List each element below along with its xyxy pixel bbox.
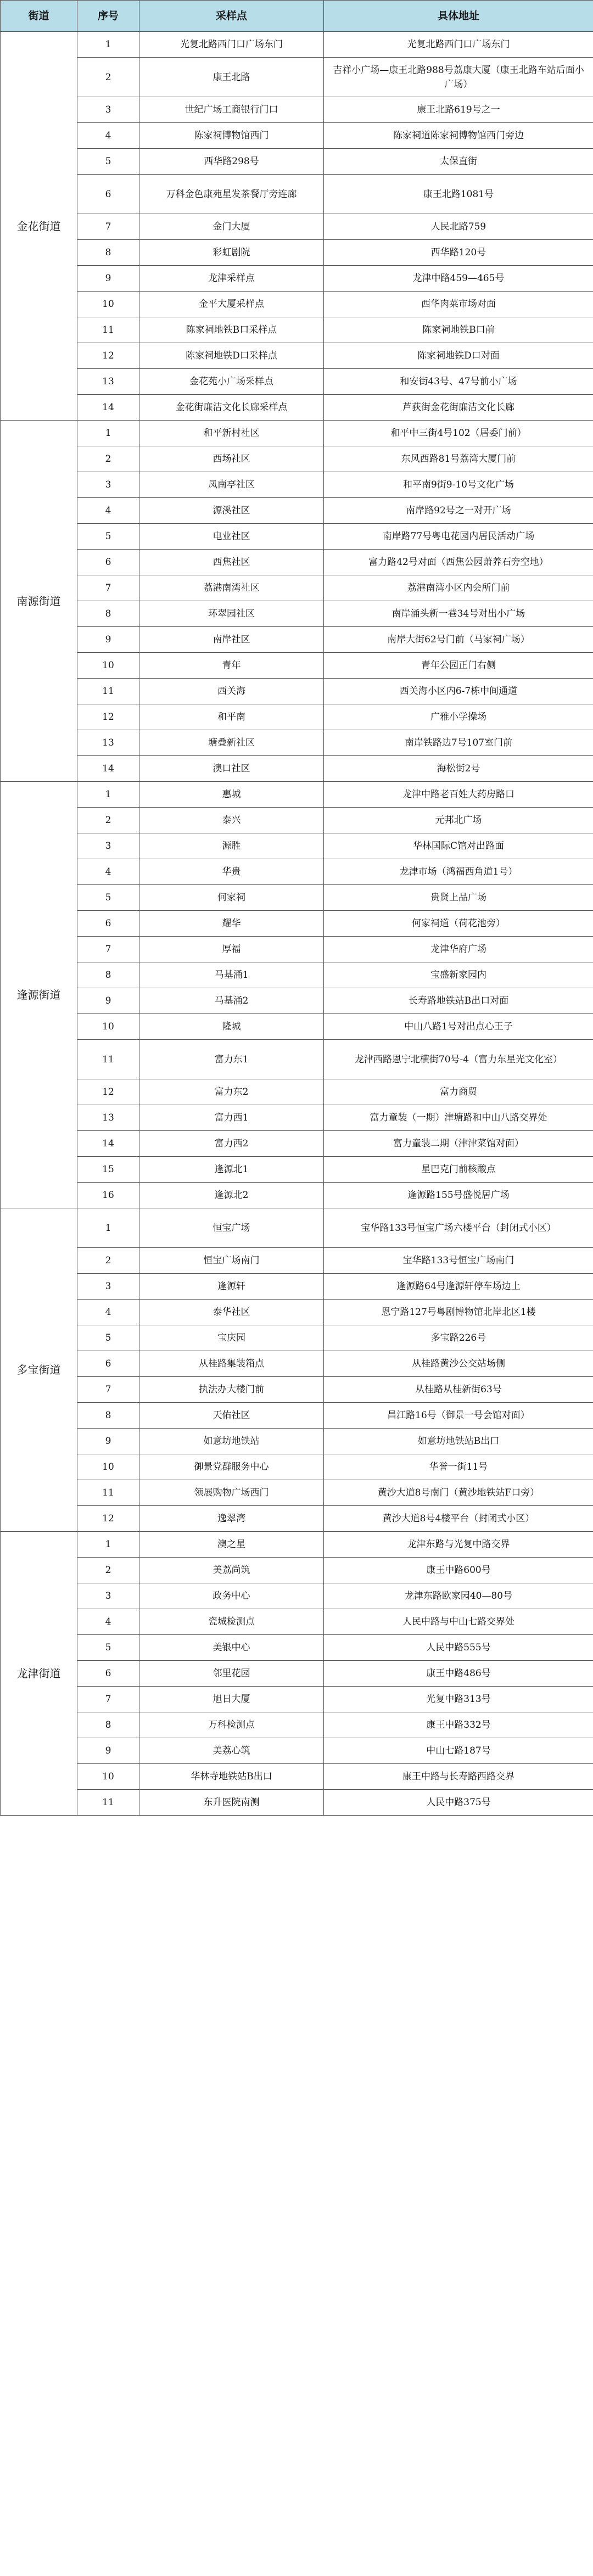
table-row <box>1 653 593 679</box>
table-row <box>1 1157 593 1183</box>
table-row <box>1 446 593 472</box>
address-cell: 星巴克门前核酸点 <box>324 1157 593 1183</box>
address-cell: 和平南9街9-10号文化广场 <box>324 472 593 498</box>
index-cell: 10 <box>77 292 139 317</box>
address-cell: 华林国际C馆对出路面 <box>324 833 593 859</box>
table-row <box>1 1403 593 1429</box>
index-cell: 14 <box>77 395 139 421</box>
address-cell: 龙津市场（鸿福西角道1号） <box>324 859 593 885</box>
district-cell: 多宝街道 <box>1 1208 77 1532</box>
table-row <box>1 240 593 266</box>
site-cell: 逢源北2 <box>139 1183 324 1208</box>
table-row <box>1 962 593 988</box>
address-cell: 广雅小学操场 <box>324 704 593 730</box>
site-cell: 环翠园社区 <box>139 601 324 627</box>
site-cell: 泰华社区 <box>139 1300 324 1325</box>
site-cell: 澳之星 <box>139 1532 324 1558</box>
site-cell: 泰兴 <box>139 808 324 833</box>
index-cell: 3 <box>77 97 139 123</box>
site-cell: 逢源轩 <box>139 1274 324 1300</box>
address-cell: 人民中路与中山七路交界处 <box>324 1609 593 1635</box>
index-cell: 5 <box>77 1635 139 1661</box>
address-cell: 陈家祠道陈家祠博物馆西门旁边 <box>324 123 593 149</box>
index-cell: 1 <box>77 1532 139 1558</box>
address-cell: 何家祠道（荷花池旁） <box>324 911 593 937</box>
table-row <box>1 1274 593 1300</box>
table-body <box>1 32 593 1816</box>
site-cell: 陈家祠地铁D口采样点 <box>139 343 324 369</box>
address-cell: 西华肉菜市场对面 <box>324 292 593 317</box>
index-cell: 12 <box>77 343 139 369</box>
site-cell: 马基涌2 <box>139 988 324 1014</box>
table-row <box>1 1661 593 1687</box>
table-row <box>1 1687 593 1712</box>
table-row <box>1 937 593 962</box>
site-cell: 康王北路 <box>139 58 324 97</box>
site-cell: 从桂路集装箱点 <box>139 1351 324 1377</box>
index-cell: 1 <box>77 1208 139 1248</box>
table-row <box>1 369 593 395</box>
address-cell: 逢源路155号盛悦居广场 <box>324 1183 593 1208</box>
index-cell: 2 <box>77 1248 139 1274</box>
index-cell: 6 <box>77 911 139 937</box>
address-cell: 昌江路16号（御景一号会馆对面） <box>324 1403 593 1429</box>
site-cell: 金花街廉洁文化长廊采样点 <box>139 395 324 421</box>
index-cell: 1 <box>77 32 139 58</box>
table-row <box>1 1506 593 1532</box>
district-cell: 南源街道 <box>1 421 77 782</box>
address-cell: 陈家祠地铁B口前 <box>324 317 593 343</box>
site-cell: 龙津采样点 <box>139 266 324 292</box>
address-cell: 海松街2号 <box>324 756 593 782</box>
index-cell: 7 <box>77 214 139 240</box>
address-cell: 吉祥小广场—康王北路988号荔康大厦（康王北路车站后面小广场） <box>324 58 593 97</box>
index-cell: 13 <box>77 369 139 395</box>
address-cell: 中山八路1号对出点心王子 <box>324 1014 593 1040</box>
site-cell: 旭日大厦 <box>139 1687 324 1712</box>
district-cell: 逢源街道 <box>1 782 77 1208</box>
address-cell: 光复中路313号 <box>324 1687 593 1712</box>
index-cell: 7 <box>77 575 139 601</box>
address-cell: 西关海小区内6-7栋中间通道 <box>324 679 593 704</box>
site-cell: 天佑社区 <box>139 1403 324 1429</box>
index-cell: 10 <box>77 653 139 679</box>
address-cell: 中山七路187号 <box>324 1738 593 1764</box>
index-cell: 6 <box>77 550 139 575</box>
address-cell: 贵贤上品广场 <box>324 885 593 911</box>
site-cell: 何家祠 <box>139 885 324 911</box>
table-row <box>1 1454 593 1480</box>
index-cell: 11 <box>77 1480 139 1506</box>
address-cell: 人民中路555号 <box>324 1635 593 1661</box>
site-cell: 彩虹剧院 <box>139 240 324 266</box>
table-row <box>1 32 593 58</box>
site-cell: 富力东2 <box>139 1079 324 1105</box>
address-cell: 黄沙大道8号4楼平台（封闭式小区） <box>324 1506 593 1532</box>
address-cell: 龙津华府广场 <box>324 937 593 962</box>
table-row <box>1 1300 593 1325</box>
index-cell: 2 <box>77 446 139 472</box>
address-cell: 南岸路77号粤电花园内居民活动广场 <box>324 524 593 550</box>
table-row <box>1 1609 593 1635</box>
address-cell: 青年公园正门右侧 <box>324 653 593 679</box>
index-cell: 8 <box>77 1403 139 1429</box>
table-row <box>1 498 593 524</box>
table-row <box>1 679 593 704</box>
address-cell: 西华路120号 <box>324 240 593 266</box>
table-row <box>1 292 593 317</box>
site-cell: 金花苑小广场采样点 <box>139 369 324 395</box>
site-cell: 御景党群服务中心 <box>139 1454 324 1480</box>
table-row <box>1 704 593 730</box>
site-cell: 电业社区 <box>139 524 324 550</box>
index-cell: 4 <box>77 859 139 885</box>
address-cell: 康王北路619号之一 <box>324 97 593 123</box>
index-cell: 11 <box>77 317 139 343</box>
index-cell: 12 <box>77 704 139 730</box>
table-row <box>1 1712 593 1738</box>
address-cell: 从桂路黄沙公交站场侧 <box>324 1351 593 1377</box>
site-cell: 和平新村社区 <box>139 421 324 446</box>
address-cell: 富力童装二期（津津菜馆对面） <box>324 1131 593 1157</box>
address-cell: 长寿路地铁站B出口对面 <box>324 988 593 1014</box>
district-cell: 龙津街道 <box>1 1532 77 1816</box>
site-cell: 陈家祠地铁B口采样点 <box>139 317 324 343</box>
table-row <box>1 1558 593 1583</box>
site-cell: 源溪社区 <box>139 498 324 524</box>
index-cell: 9 <box>77 1738 139 1764</box>
address-cell: 龙津中路459—465号 <box>324 266 593 292</box>
address-cell: 黄沙大道8号南门（黄沙地铁站F口旁） <box>324 1480 593 1506</box>
index-cell: 7 <box>77 1687 139 1712</box>
table-row <box>1 1790 593 1816</box>
index-cell: 9 <box>77 627 139 653</box>
index-cell: 5 <box>77 885 139 911</box>
address-cell: 龙津中路老百姓大药房路口 <box>324 782 593 808</box>
table-row <box>1 1764 593 1790</box>
address-cell: 康王中路600号 <box>324 1558 593 1583</box>
table-row <box>1 123 593 149</box>
address-cell: 龙津东路与光复中路交界 <box>324 1532 593 1558</box>
address-cell: 富力路42号对面（西焦公园萧养石旁空地） <box>324 550 593 575</box>
address-cell: 芦荻街金花街廉洁文化长廊 <box>324 395 593 421</box>
address-cell: 南岸涌头新一巷34号对出小广场 <box>324 601 593 627</box>
site-cell: 美荔心筑 <box>139 1738 324 1764</box>
address-cell: 宝华路133号恒宝广场南门 <box>324 1248 593 1274</box>
index-cell: 8 <box>77 601 139 627</box>
table-row <box>1 1377 593 1403</box>
table-row <box>1 1131 593 1157</box>
table-row <box>1 756 593 782</box>
site-cell: 青年 <box>139 653 324 679</box>
table-row <box>1 911 593 937</box>
index-cell: 7 <box>77 1377 139 1403</box>
district-cell: 金花街道 <box>1 32 77 421</box>
site-cell: 逢源北1 <box>139 1157 324 1183</box>
index-cell: 13 <box>77 1105 139 1131</box>
address-cell: 龙津东路欧家园40—80号 <box>324 1583 593 1609</box>
site-cell: 马基涌1 <box>139 962 324 988</box>
table-row <box>1 988 593 1014</box>
site-cell: 东升医院南测 <box>139 1790 324 1816</box>
table-row <box>1 833 593 859</box>
table-row <box>1 421 593 446</box>
table-row <box>1 1014 593 1040</box>
table-row <box>1 1325 593 1351</box>
index-cell: 8 <box>77 240 139 266</box>
site-cell: 领展购物广场西门 <box>139 1480 324 1506</box>
index-cell: 14 <box>77 1131 139 1157</box>
address-cell: 富力商贸 <box>324 1079 593 1105</box>
index-cell: 10 <box>77 1014 139 1040</box>
site-cell: 荔港南湾社区 <box>139 575 324 601</box>
address-cell: 宝华路133号恒宝广场六楼平台（封闭式小区） <box>324 1208 593 1248</box>
address-cell: 人民北路759 <box>324 214 593 240</box>
table-row <box>1 149 593 175</box>
site-cell: 恒宝广场南门 <box>139 1248 324 1274</box>
site-cell: 世纪广场工商银行门口 <box>139 97 324 123</box>
header-site: 采样点 <box>139 1 324 32</box>
index-cell: 4 <box>77 1609 139 1635</box>
table-row <box>1 1040 593 1079</box>
site-cell: 南岸社区 <box>139 627 324 653</box>
index-cell: 12 <box>77 1079 139 1105</box>
site-cell: 源胜 <box>139 833 324 859</box>
index-cell: 15 <box>77 1157 139 1183</box>
index-cell: 8 <box>77 1712 139 1738</box>
index-cell: 13 <box>77 730 139 756</box>
site-cell: 华林寺地铁站B出口 <box>139 1764 324 1790</box>
site-cell: 美银中心 <box>139 1635 324 1661</box>
site-cell: 澳口社区 <box>139 756 324 782</box>
site-cell: 瓷城检测点 <box>139 1609 324 1635</box>
index-cell: 1 <box>77 782 139 808</box>
site-cell: 厚福 <box>139 937 324 962</box>
table-row <box>1 550 593 575</box>
index-cell: 11 <box>77 679 139 704</box>
table-row <box>1 317 593 343</box>
table-row <box>1 627 593 653</box>
address-cell: 多宝路226号 <box>324 1325 593 1351</box>
site-cell: 富力东1 <box>139 1040 324 1079</box>
address-cell: 康王中路与长寿路西路交界 <box>324 1764 593 1790</box>
table-row <box>1 1105 593 1131</box>
index-cell: 10 <box>77 1764 139 1790</box>
site-cell: 如意坊地铁站 <box>139 1429 324 1454</box>
address-cell: 宝盛新家园内 <box>324 962 593 988</box>
site-cell: 西华路298号 <box>139 149 324 175</box>
address-cell: 华誉一街11号 <box>324 1454 593 1480</box>
table-row <box>1 395 593 421</box>
address-cell: 人民中路375号 <box>324 1790 593 1816</box>
site-cell: 金平大厦采样点 <box>139 292 324 317</box>
site-cell: 美荔尚筑 <box>139 1558 324 1583</box>
address-cell: 太保直街 <box>324 149 593 175</box>
address-cell: 如意坊地铁站B出口 <box>324 1429 593 1454</box>
index-cell: 4 <box>77 123 139 149</box>
site-cell: 政务中心 <box>139 1583 324 1609</box>
site-cell: 富力西1 <box>139 1105 324 1131</box>
table-row <box>1 1532 593 1558</box>
site-cell: 西场社区 <box>139 446 324 472</box>
address-cell: 光复北路西门口广场东门 <box>324 32 593 58</box>
table-row <box>1 1635 593 1661</box>
address-cell: 南岸大街62号门前（马家祠广场） <box>324 627 593 653</box>
table-row <box>1 266 593 292</box>
index-cell: 14 <box>77 756 139 782</box>
address-cell: 逢源路64号逢源轩停车场边上 <box>324 1274 593 1300</box>
table-row <box>1 730 593 756</box>
address-cell: 龙津西路恩宁北横街70号-4（富力东星光文化室） <box>324 1040 593 1079</box>
address-cell: 恩宁路127号粤剧博物馆北岸北区1楼 <box>324 1300 593 1325</box>
address-cell: 元邦北广场 <box>324 808 593 833</box>
index-cell: 2 <box>77 58 139 97</box>
site-cell: 凤南亭社区 <box>139 472 324 498</box>
address-cell: 康王中路332号 <box>324 1712 593 1738</box>
index-cell: 4 <box>77 498 139 524</box>
table-row <box>1 1480 593 1506</box>
table-row <box>1 575 593 601</box>
table-row <box>1 214 593 240</box>
header-row <box>1 1 593 32</box>
site-cell: 华贵 <box>139 859 324 885</box>
table-row <box>1 175 593 214</box>
table-row <box>1 859 593 885</box>
site-cell: 惠城 <box>139 782 324 808</box>
address-cell: 南岸铁路边7号107室门前 <box>324 730 593 756</box>
address-cell: 康王北路1081号 <box>324 175 593 214</box>
table-row <box>1 343 593 369</box>
index-cell: 9 <box>77 1429 139 1454</box>
table-row <box>1 601 593 627</box>
site-cell: 逸翠湾 <box>139 1506 324 1532</box>
site-cell: 富力西2 <box>139 1131 324 1157</box>
address-cell: 康王中路486号 <box>324 1661 593 1687</box>
site-cell: 耀华 <box>139 911 324 937</box>
address-cell: 富力童装（一期）津塘路和中山八路交界处 <box>324 1105 593 1131</box>
index-cell: 8 <box>77 962 139 988</box>
site-cell: 隆城 <box>139 1014 324 1040</box>
site-cell: 执法办大楼门前 <box>139 1377 324 1403</box>
index-cell: 3 <box>77 472 139 498</box>
address-cell: 荔港南湾小区内会所门前 <box>324 575 593 601</box>
index-cell: 1 <box>77 421 139 446</box>
index-cell: 11 <box>77 1790 139 1816</box>
address-cell: 从桂路从桂新街63号 <box>324 1377 593 1403</box>
table-row <box>1 1183 593 1208</box>
index-cell: 12 <box>77 1506 139 1532</box>
site-cell: 恒宝广场 <box>139 1208 324 1248</box>
index-cell: 10 <box>77 1454 139 1480</box>
index-cell: 3 <box>77 1583 139 1609</box>
header-address: 具体地址 <box>324 1 593 32</box>
index-cell: 6 <box>77 175 139 214</box>
table-row <box>1 1583 593 1609</box>
index-cell: 3 <box>77 833 139 859</box>
table-row <box>1 1208 593 1248</box>
address-cell: 南岸路92号之一对开广场 <box>324 498 593 524</box>
index-cell: 11 <box>77 1040 139 1079</box>
table-row <box>1 782 593 808</box>
index-cell: 6 <box>77 1661 139 1687</box>
table-row <box>1 1738 593 1764</box>
table-row <box>1 1429 593 1454</box>
index-cell: 6 <box>77 1351 139 1377</box>
address-cell: 和安街43号、47号前小广场 <box>324 369 593 395</box>
site-cell: 和平南 <box>139 704 324 730</box>
table-row <box>1 472 593 498</box>
header-index: 序号 <box>77 1 139 32</box>
index-cell: 16 <box>77 1183 139 1208</box>
site-cell: 金门大厦 <box>139 214 324 240</box>
index-cell: 2 <box>77 1558 139 1583</box>
table-row <box>1 97 593 123</box>
header-district: 街道 <box>1 1 77 32</box>
index-cell: 5 <box>77 524 139 550</box>
table-row <box>1 1351 593 1377</box>
index-cell: 5 <box>77 149 139 175</box>
index-cell: 7 <box>77 937 139 962</box>
site-cell: 西关海 <box>139 679 324 704</box>
table-row <box>1 524 593 550</box>
index-cell: 4 <box>77 1300 139 1325</box>
table-row <box>1 885 593 911</box>
site-cell: 陈家祠博物馆西门 <box>139 123 324 149</box>
index-cell: 5 <box>77 1325 139 1351</box>
table-row <box>1 1079 593 1105</box>
site-cell: 塘叠新社区 <box>139 730 324 756</box>
site-cell: 万科检测点 <box>139 1712 324 1738</box>
address-cell: 东风西路81号荔湾大厦门前 <box>324 446 593 472</box>
table-row <box>1 58 593 97</box>
index-cell: 3 <box>77 1274 139 1300</box>
index-cell: 9 <box>77 266 139 292</box>
index-cell: 2 <box>77 808 139 833</box>
table-row <box>1 1248 593 1274</box>
site-cell: 光复北路西门口广场东门 <box>139 32 324 58</box>
site-cell: 西焦社区 <box>139 550 324 575</box>
index-cell: 9 <box>77 988 139 1014</box>
site-cell: 宝庆园 <box>139 1325 324 1351</box>
table-row <box>1 808 593 833</box>
site-cell: 万科金色康苑星发茶餐厅旁连廊 <box>139 175 324 214</box>
address-cell: 陈家祠地铁D口对面 <box>324 343 593 369</box>
site-cell: 邻里花园 <box>139 1661 324 1687</box>
address-cell: 和平中三街4号102（居委门前） <box>324 421 593 446</box>
